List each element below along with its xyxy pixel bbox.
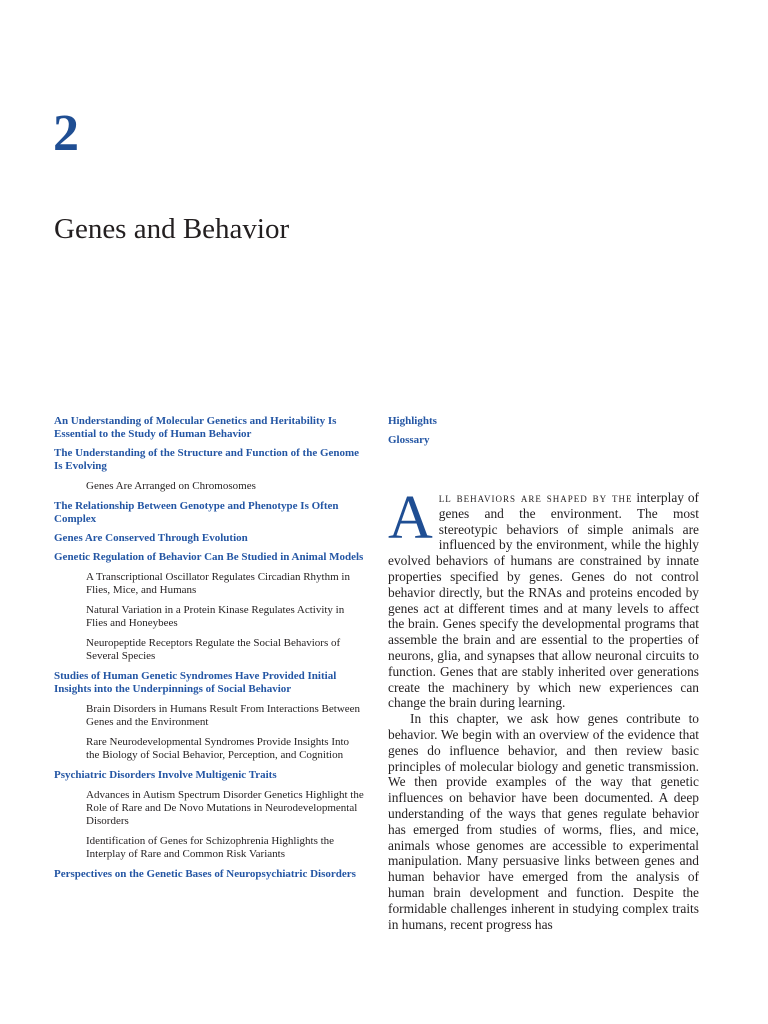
toc-section-heading: Glossary [388,434,430,446]
chapter-contents [54,415,364,887]
toc-section-heading: Highlights [388,415,437,427]
toc-section-heading: Studies of Human Genetic Syndromes Have Provided Initial Insights into the Underpinnings of Social Behavior [54,670,337,695]
drop-cap: A [388,484,433,552]
toc-subsection: Rare Neurodevelopmental Syndromes Provide Insights Into the Biology of Social Behavior, Perception, and Cognition [86,736,350,761]
toc-section-heading: Perspectives on the Genetic Bases of Neuropsychiatric Disorders [54,868,356,880]
toc-section-heading: The Relationship Between Genotype and Phenotype Is Often Complex [54,500,339,525]
toc-section-heading: Genes Are Conserved Through Evolution [54,532,248,544]
intro-paragraph-2: In this chapter, we ask how genes contribute to behavior. We begin with an overview of the evidence that genes do influence behavior, and then review basic principles of molecular biology and genetic transmission. We then provide examples of the way that genetic influences on behavior have been documented. A deep understanding of the ways that genes regulate behavior has emerged from studies of worms, flies, and mice, animals whose genomes are accessible to experimental manipulation. Many persuasive links between genes and human behavior have emerged from the analysis of human brain development and function. Despite the formidable challenges inherent in studying complex traits in humans, recent progress has [388,711,699,932]
lead-in-smallcaps: ll behaviors are shaped by the [438,490,633,505]
paragraph-1-text: interplay of genes and the environment. The most stereotypic behaviors of simple animals are influenced by the environment, while the highly evolved behaviors of humans are constrained by innate properties specified by genes. Genes do not control behavior directly, but the RNAs and proteins encoded by genes act at different times and at many levels to affect the brain. Genes specify the developmental programs that assemble the brain and are essential to the properties of neurons, glia, and synapses that allow neuronal circuits to function. Genes that are stably inherited over generations create the machinery by which new experiences can change the brain during learning. [388,490,699,711]
toc-section-heading: The Understanding of the Structure and Function of the Genome Is Evolving [54,447,360,472]
toc-subsection: Advances in Autism Spectrum Disorder Genetics Highlight the Role of Rare and De Novo Mutations in Neurodevelopmental Disorders [86,789,364,827]
intro-paragraph-1 [388,484,699,711]
toc-section-heading: Psychiatric Disorders Involve Multigenic Traits [54,769,277,781]
chapter-contents-extra [388,415,548,453]
toc-section-heading: An Understanding of Molecular Genetics and Heritability Is Essential to the Study of Human Behavior [54,415,337,440]
toc-subsection: Natural Variation in a Protein Kinase Regulates Activity in Flies and Honeybees [86,604,345,629]
chapter-intro-text [388,484,699,932]
toc-subsection: Genes Are Arranged on Chromosomes [86,480,256,492]
toc-section-heading: Genetic Regulation of Behavior Can Be Studied in Animal Models [54,551,364,563]
toc-subsection: Neuropeptide Receptors Regulate the Social Behaviors of Several Species [86,637,341,662]
toc-subsection: Identification of Genes for Schizophrenia Highlights the Interplay of Rare and Common Risk Variants [86,835,335,860]
toc-subsection: Brain Disorders in Humans Result From Interactions Between Genes and the Environment [86,703,361,728]
toc-subsection: A Transcriptional Oscillator Regulates Circadian Rhythm in Flies, Mice, and Humans [86,571,350,596]
chapter-number: 2 [53,105,79,162]
chapter-title: Genes and Behavior [54,213,290,245]
